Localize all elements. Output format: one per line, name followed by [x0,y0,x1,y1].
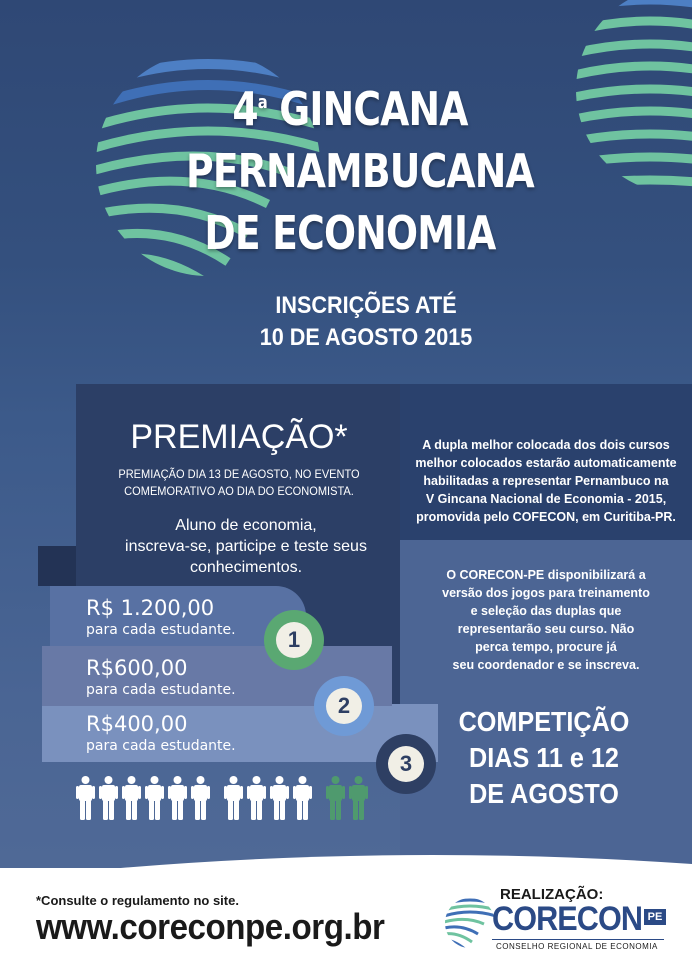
prize-1-per: para cada estudante. [86,622,236,638]
info2-line3: e seleção das duplas que [470,604,622,618]
title-line3: DE ECONOMIA [204,206,496,260]
title-line2: PERNAMBUCANA [186,144,534,198]
info2-line5: perca tempo, procure já [475,640,617,654]
logo-divider [492,939,664,940]
place-2-number: 2 [326,688,362,724]
info1-line3: habilitadas a representar Pernambuco na [423,474,669,488]
people-row [76,776,368,820]
info1-line4: V Gincana Nacional de Economia - 2015, [425,492,667,506]
prize-2-amount: R$600,00 [86,656,188,680]
person-icon-white [99,776,118,820]
person-icon-white [122,776,141,820]
info2-line4: representarão seu curso. Não [457,622,635,636]
person-icon-white [145,776,164,820]
corecon-subtitle: CONSELHO REGIONAL DE ECONOMIA [496,942,658,951]
consulte-note: *Consulte o regulamento no site. [36,893,239,908]
competicao-dates [454,704,634,812]
inscricoes-deadline [213,290,519,354]
globe-right-icon [570,0,692,210]
info2-line2: versão dos jogos para treinamento [442,586,650,600]
prize-2-per: para cada estudante. [86,682,236,698]
person-icon-white [293,776,312,820]
competicao-line2: DIAS 11 e 12 [469,742,619,773]
premiacao-sub-line2: COMEMORATIVO AO DIA DO ECONOMISTA. [124,484,354,498]
title-line1: GINCANA [279,82,468,136]
premiacao-sub-line1: PREMIAÇÃO DIA 13 DE AGOSTO, NO EVENTO [118,467,360,481]
title-ordinal: 4 [232,82,258,136]
competicao-line1: COMPETIÇÃO [458,706,630,737]
person-icon-white [76,776,95,820]
place-badge-3 [376,734,436,794]
info1-line1: A dupla melhor colocada dos dois cursos [422,438,670,452]
person-icon-white [270,776,289,820]
person-icon-white [224,776,243,820]
prize-3-per: para cada estudante. [86,738,236,754]
premiacao-subtitle [98,466,380,500]
aluno-call [86,515,406,578]
person-icon-green [349,776,368,820]
info1-line2: melhor colocados estarão automaticamente [415,456,677,470]
corecon-pe-badge: PE [644,909,666,925]
corecon-logo-text: CORECON [492,900,643,938]
person-icon-white [247,776,266,820]
info-training [412,566,680,674]
place-3-number: 3 [388,746,424,782]
info2-line1: O CORECON-PE disponibilizará a [446,568,646,582]
inscricoes-line2: 10 DE AGOSTO 2015 [259,324,473,351]
person-icon-white [191,776,210,820]
title-ordinal-sup: a [257,92,267,113]
place-badge-2 [314,676,374,736]
inscricoes-line1: INSCRIÇÕES ATÉ [275,292,457,319]
person-icon-green [326,776,345,820]
info2-line6: seu coordenador e se inscreva. [452,658,640,672]
website-link[interactable]: www.coreconpe.org.br [36,906,385,947]
premiacao-heading: PREMIAÇÃO* [130,418,348,456]
place-1-number: 1 [276,622,312,658]
place-badge-1 [264,610,324,670]
person-icon-white [168,776,187,820]
aluno-line3: conhecimentos. [189,559,303,576]
competicao-line3: DE AGOSTO [469,778,619,809]
aluno-line2: inscreva-se, participe e teste seus [125,538,367,555]
realizacao-label: REALIZAÇÃO: [500,886,604,903]
info1-line5: promovida pelo COFECON, em Curitiba-PR. [416,510,676,524]
aluno-line1: Aluno de economia, [175,517,317,534]
corecon-globe-icon [444,896,496,950]
info-representation [412,436,680,526]
prize-3-amount: R$400,00 [86,712,188,736]
prize-1-amount: R$ 1.200,00 [86,596,215,620]
page-title [186,78,534,264]
